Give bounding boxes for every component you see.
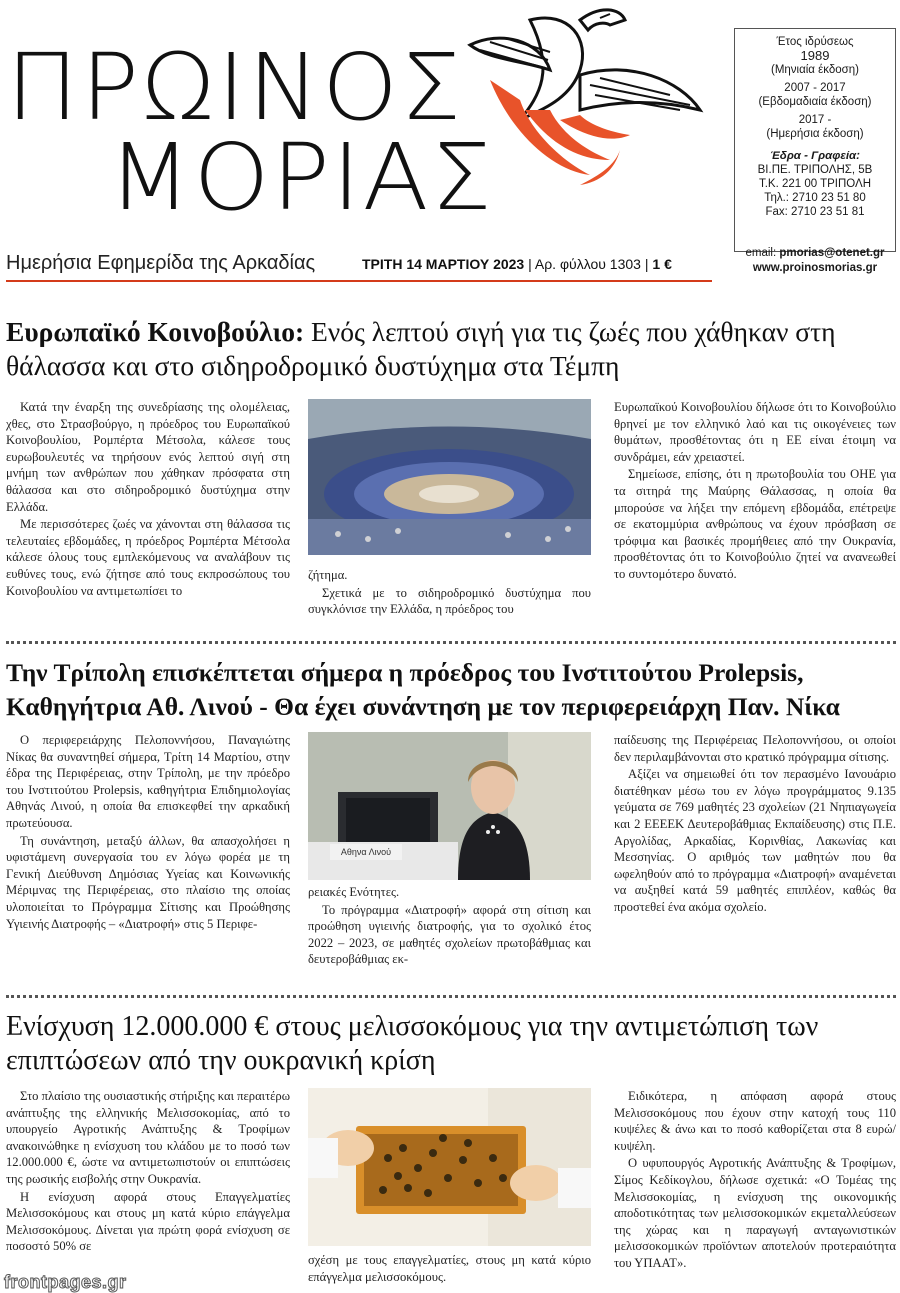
paragraph: Ο υφυπουργός Αγροτικής Ανάπτυξης & Τροφίμων, Σίμος Κεδίκογλου, δήλωσε σχετικά: «Ο Τομέας της Μελισσοκομίας, η ενίσχυση της οικονομικής αποδοτικότητας των μελισσοκομικών εκμεταλλεύσεων της χώρας και η παραγωγή ανταγωνιστικών μελισσοκομικών προϊόντων αποτελούν προτεραιότητα του ΥΠΑΑΤ».: [614, 1156, 896, 1270]
dateline: [362, 256, 672, 272]
paragraph: παίδευσης της Περιφέρειας Πελοποννήσου, οι οποίοι δεν περιλαμβάνονται στο κρατικό πρόγραμμα σίτισης.: [614, 733, 896, 764]
section-divider: [6, 995, 896, 998]
fax: Fax: 2710 23 51 81: [765, 206, 865, 218]
founded-label: Έτος ιδρύσεως: [776, 36, 854, 48]
article-beekeepers-support: [0, 1010, 900, 1293]
separator: |: [528, 256, 535, 272]
contact-info: [734, 246, 896, 276]
paragraph: Τη συνάντηση, μεταξύ άλλων, θα απασχολήσει η υφιστάμενη συνεργασία του εν λόγω φορέα με τη Γενική Διεύθυνση Δημόσιας Υγείας και Κοινωνικής Μέριμνας της Περιφέρειας, στο πλαίσιο της οποίας υλοποιείται το Πρόγραμμα Σίτισης και Προώθησης Υγιεινής Διατροφής – «Διατροφή» στις 5 Περιφε-: [6, 833, 290, 931]
monthly-edition: (Μηνιαία έκδοση): [770, 64, 859, 76]
article2-column3: [614, 732, 896, 917]
email-link[interactable]: pmorias@otenet.gr: [779, 247, 885, 259]
newspaper-subtitle: Ημερήσια Εφημερίδα της Αρκαδίας: [6, 252, 316, 274]
photo-caption-card: Αθηνα Λινού: [330, 844, 402, 860]
publication-info-box: [734, 28, 896, 252]
parliament-photo: [308, 399, 591, 555]
paragraph: Ο περιφερειάρχης Πελοποννήσου, Παναγιώτης Νίκας θα συναντηθεί σήμερα, Τρίτη 14 Μαρτίου, στην έδρα της Περιφέρειας, στην Τρίπολη, με την πρόεδρο του Ινστιτούτου Prolepsis, καθηγήτρια Επιδημιολογίας Αθηνάς Λινού, η οποία θα επισκεφθεί την αρκαδική πρωτεύουσα.: [6, 733, 290, 830]
phone: Τηλ.: 2710 23 51 80: [764, 192, 866, 204]
paragraph: σχέση με τους επαγγελματίες, στους μη κατά κύριο επάγγελμα μελισσοκόμους.: [308, 1253, 591, 1284]
article1-headline[interactable]: [6, 315, 896, 383]
paragraph: Ειδικότερα, η απόφαση αφορά στους Μελισσοκόμους που έχουν στην κατοχή τους 110 κυψέλες & άνω και το ποσό καθορίζεται στα 8 ευρώ/ κυψέλη.: [614, 1089, 896, 1153]
email-line: [734, 246, 896, 261]
article1-headline-rest: Ενός λεπτού σιγή για τις ζωές που χάθηκαν στη θάλασσα και στο σιδηροδρομικό δυστύχημα στα Τέμπη: [6, 316, 836, 381]
paragraph: ρειακές Ενότητες.: [308, 885, 400, 899]
article2-headline[interactable]: Την Τρίπολη επισκέπτεται σήμερα η πρόεδρος του Ινστιτούτου Prolepsis, Καθηγήτρια Αθ. Λινού - Θα έχει συνάντηση με τον περιφερειάρχη Παν. Νίκα: [6, 658, 840, 721]
paragraph: Η ενίσχυση αφορά στους Επαγγελματίες Μελισσοκόμους και στους μη κατά κύριο επάγγελμα Μελισσοκόμους. Δίνεται για πρώτη φορά ενίσχυση σε ποσοστό 50% σε: [6, 1189, 290, 1254]
issue-price: 1 €: [652, 256, 672, 272]
paragraph: Το πρόγραμμα «Διατροφή» αφορά στη σίτιση και προώθηση υγιεινής διατροφής, για το σχολικό έτος 2022 – 2023, σε μαθητές σχολείων πρωτοβάθμιας και δευτεροβάθμιας εκ-: [308, 902, 591, 967]
paragraph: Ευρωπαϊκού Κοινοβουλίου δήλωσε ότι το Κοινοβούλιο θρηνεί με τον ελληνικό λαό και τις οικογένειες των θυμάτων, προσθέτοντας ότι η ΕΕ είναι έτοιμη να συνδράμει, εάν χρειαστεί.: [614, 400, 896, 464]
masthead-rule: [6, 280, 712, 282]
bird-logo-icon: [430, 0, 720, 200]
paragraph: Σημείωσε, επίσης, ότι η πρωτοβουλία του ΟΗΕ για τα σιτηρά της Μαύρης Θάλασσας, η οποία θα μπορούσε να λήξει την επόμενη εβδομάδα, επέτρεψε σε εκατομμύρια ανθρώπους να έχουν πρόσβαση σε τρόφιμα και βασικές προμήθειες από την Ουκρανία, προσθέτοντας ότι το Κοινοβούλιο ζητεί να ανανεωθεί το συντομότερο δυνατό.: [614, 467, 896, 581]
article2-column1: [6, 732, 290, 933]
article-prolepsis-visit: [0, 656, 900, 976]
paragraph: Σχετικά με το σιδηροδρομικό δυστύχημα που συγκλόνισε την Ελλάδα, η πρόεδρος του: [308, 585, 591, 617]
site-watermark: frontpages.gr: [4, 1272, 127, 1292]
issue-number: Αρ. φύλλου 1303: [534, 256, 641, 272]
paragraph: Με περισσότερες ζωές να χάνονται στη θάλασσα τις τελευταίες εβδομάδες, η πρόεδρος Ρομπέρτα Μέτσολα κάλεσε όλους τους εμπλεκόμενους να αναλάβουν τις ευθύνες τους, ενώ ζήτησε από τους εκπροσώπους του Κοινοβουλίου να αντιμετωπίσει το: [6, 517, 290, 598]
office-heading: Έδρα - Γραφεία:: [769, 150, 860, 162]
paragraph: Αξίζει να σημειωθεί ότι τον περασμένο Ιανουάριο διατέθηκαν μέσω του εν λόγω προγράμματος 9.135 γεύματα σε 769 μαθητές 23 σχολείων (21 Νηπιαγωγεία και 2 ΕΕΕΕΚ Δευτεροβάθμιας Εκπαίδευσης) στις Π.Ε. Αργολίδας, Αρκαδίας, Κορινθίας, Λακωνίας και Μεσσηνίας. Ο αριθμός των μαθητών που θα ωφεληθούν από το πρόγραμμα «Διατροφή» αναμένεται να αυξηθεί κατά 59 μαθητές επιπλέον, καθώς θα προστεθεί ένα ακόμα σχολείο.: [614, 767, 896, 914]
weekly-edition: (Εβδομαδιαία έκδοση): [758, 96, 872, 108]
address-line1: ΒΙ.ΠΕ. ΤΡΙΠΟΛΗΣ, 5Β: [757, 164, 873, 176]
beekeeping-photo: [308, 1088, 591, 1246]
article3-headline[interactable]: Ενίσχυση 12.000.000 € στους μελισσοκόμους για την αντιμετώπιση των επιπτώσεων από την ουκρανική κρίση: [6, 1011, 819, 1076]
address-line2: Τ.Κ. 221 00 ΤΡΙΠΟΛΗ: [758, 178, 872, 190]
newspaper-title-line2: ΜΟΡΙΑΣ: [108, 124, 494, 231]
article1-column3: [614, 399, 896, 584]
article1-column2: [308, 567, 591, 619]
weekly-years: 2007 - 2017: [784, 82, 846, 94]
paragraph: Στο πλαίσιο της ουσιαστικής στήριξης και περαιτέρω ανάπτυξης της ελληνικής Μελισσοκομίας, από το υπουργείο Αγροτικής Ανάπτυξης & Τροφίμων ανακοινώθηκε η ενίσχυση του κλάδου με το ποσό των 12.000.000 €, ώστε να αντιμετωπιστούν οι επιπτώσεις της ρωσικής εισβολής στην Ουκρανία.: [6, 1089, 290, 1186]
article-european-parliament: [0, 315, 900, 625]
paragraph: ζήτημα.: [308, 568, 348, 582]
linou-photo: [308, 732, 591, 880]
article3-column1: [6, 1088, 290, 1256]
article3-column2: [308, 1252, 591, 1286]
issue-date: ΤΡΙΤΗ 14 ΜΑΡΤΙΟΥ 2023: [362, 256, 525, 272]
newspaper-title-line1: ΠΡΩΙΝΟΣ: [6, 34, 464, 141]
founded-year: 1989: [800, 48, 830, 63]
section-divider: [6, 641, 896, 644]
masthead: [0, 0, 900, 285]
article1-headline-bold: Ευρωπαϊκό Κοινοβούλιο:: [6, 316, 305, 347]
daily-edition: (Ημερήσια έκδοση): [766, 128, 864, 140]
website-link[interactable]: www.proinosmorias.gr: [752, 262, 878, 274]
separator: |: [644, 256, 653, 272]
paragraph: Κατά την έναρξη της συνεδρίασης της ολομέλειας, χθες, στο Στρασβούργο, η πρόεδρος του Ευρωπαϊκού Κοινοβουλίου, Ρομπέρτα Μέτσολα, κάλεσε τους ευρωβουλευτές να τηρήσουν ενός λεπτού σιγή στη μνήμη των ανθρώπων που χάθηκαν πρόσφατα στη θάλασσα και στο σιδηροδρομικό δυστύχημα στην Ελλάδα.: [6, 400, 290, 514]
article3-column3: [614, 1088, 896, 1273]
article1-column1: [6, 399, 290, 600]
email-label: email:: [745, 247, 777, 259]
article2-column2: [308, 884, 591, 969]
daily-years: 2017 -: [798, 114, 832, 126]
